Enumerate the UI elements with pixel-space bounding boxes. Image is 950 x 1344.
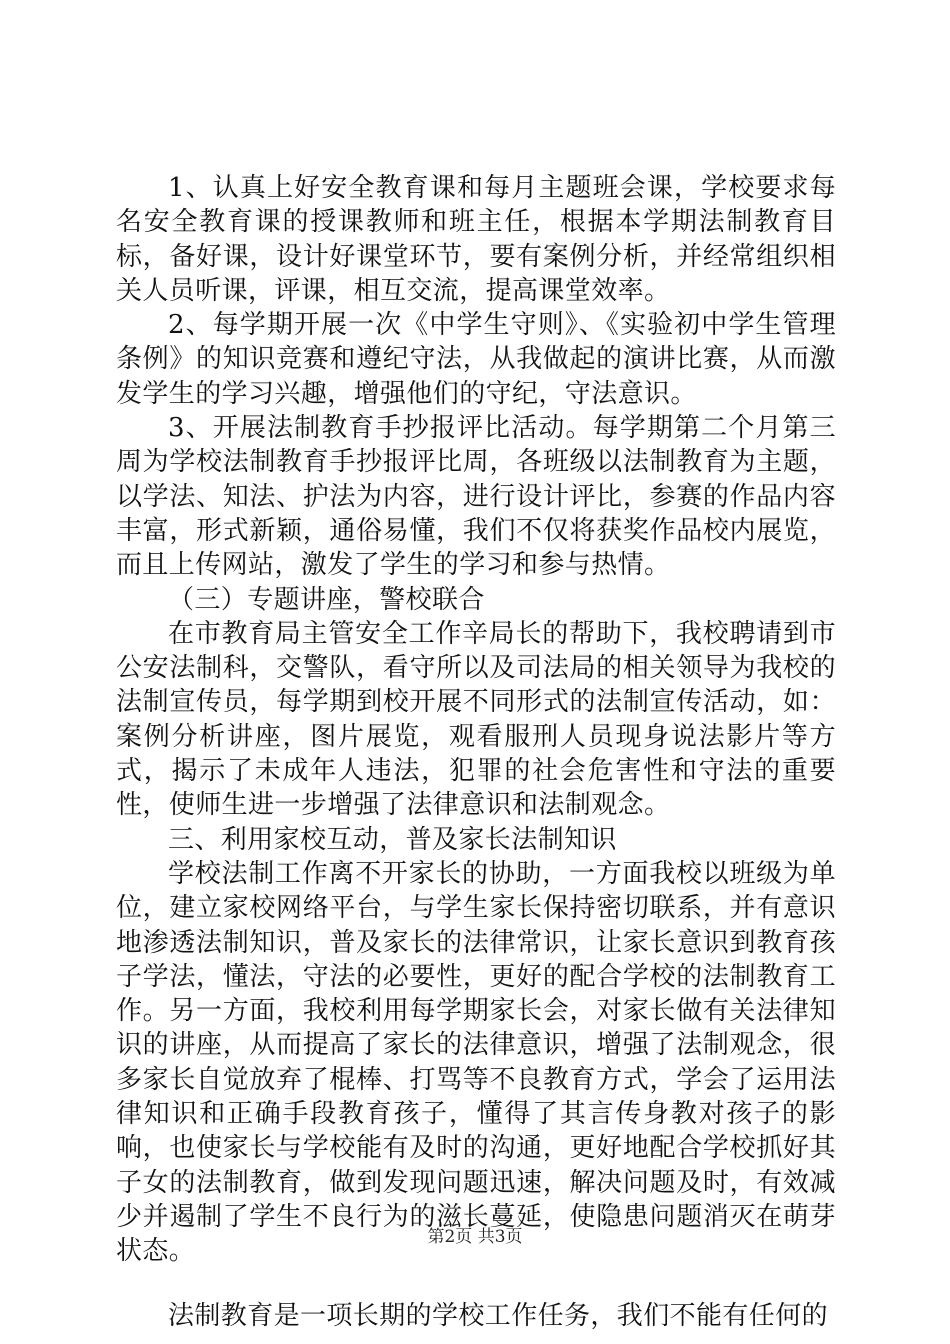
paragraph-item-2: 2、每学期开展一次《中学生守则》、《实验初中学生管理条例》的知识竞赛和遵纪守法，从我做起的演讲比赛，从而激发学生的学习兴趣，增强他们的守纪，守法意识。 bbox=[116, 310, 836, 409]
section-heading-parents: 三、利用家校互动，普及家长法制知识 bbox=[168, 824, 617, 855]
paragraph-item-1: 1、认真上好安全教育课和每月主题班会课，学校要求每名安全教育课的授课教师和班主任，根据本学期法制教育目标，备好课，设计好课堂环节，要有案例分析，并经常组织相关人员听课，评课，相互交流，提高课堂效率。 bbox=[116, 173, 836, 306]
section-heading-lectures: （三）专题讲座，警校联合 bbox=[168, 584, 485, 615]
paragraph-item-lectures: 在市教育局主管安全工作辛局长的帮助下，我校聘请到市公安法制科，交警队，看守所以及司法局的相关领导为我校的法制宣传员，每学期到校开展不同形式的法制宣传活动，如：案例分析讲座，图片展览，观看服刑人员现身说法影片等方式，揭示了未成年人违法，犯罪的社会危害性和守法的重要性，使师生进一步增强了法律意识和法制观念。 bbox=[116, 618, 836, 821]
paragraph-item-3: 3、开展法制教育手抄报评比活动。每学期第二个月第三周为学校法制教育手抄报评比周，各班级以法制教育为主题，以学法、知法、护法为内容，进行设计评比，参赛的作品内容丰富，形式新颖，通俗易懂，我们不仅将获奖作品校内展览，而且上传网站，激发了学生的学习和参与热情。 bbox=[116, 413, 836, 581]
paragraph-item-parents: 学校法制工作离不开家长的协助，一方面我校以班级为单位，建立家校网络平台，与学生家长保持密切联系，并有意识地渗透法制知识，普及家长的法律常识，让家长意识到教育孩子学法，懂法，守法的必要性，更好的配合学校的法制教育工作。另一方面，我校利用每学期家长会，对家长做有关法律知识的讲座，从而提高了家长的法律意识，增强了法制观念，很多家长自觉放弃了棍棒、打骂等不良教育方式，学会了运用法律知识和正确手段教育孩子，懂得了其言传身教对孩子的影响，也使家长与学校能有及时的沟通，更好地配合学校抓好其子女的法制教育，做到发现问题迅速，解决问题及时，有效减少并遏制了学生不良行为的滋长蔓延，使隐患问题消灭在萌芽状态。 bbox=[116, 858, 836, 1267]
paragraph-item-conclusion: 法制教育是一项长期的学校工作任务，我们不能有任何的 bbox=[168, 1300, 829, 1331]
page-footer: 第2页 共3页 bbox=[427, 1227, 523, 1247]
document-body bbox=[116, 171, 836, 1333]
